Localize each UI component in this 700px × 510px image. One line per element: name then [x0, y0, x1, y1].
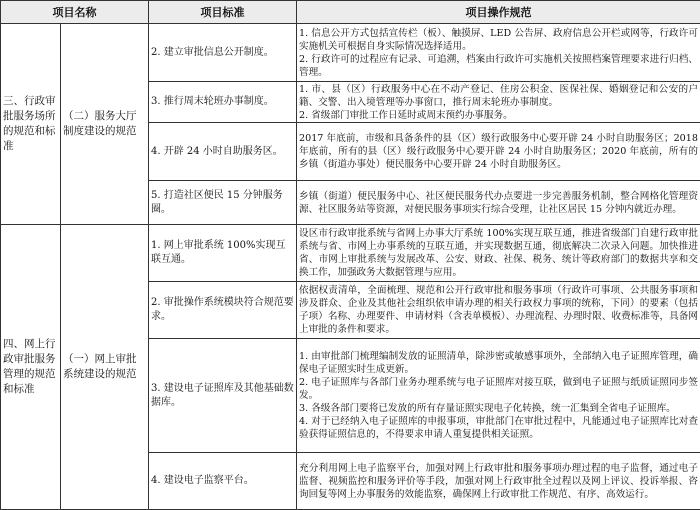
header-operation-spec: 项目操作规范 [297, 1, 700, 24]
spec-cell [297, 282, 700, 339]
subcategory-cell: （一）网上审批系统建设的规范 [61, 225, 149, 510]
standard-cell: 3. 推行周末轮班办事制度。 [149, 82, 297, 123]
spec-line: 充分利用网上电子监察平台，加强对网上行政审批和服务事项办理过程的电子监督，通过电子监督、视频监控和服务评价等手段，加强对网上行政审批全过程以及网上评议、投诉举报、咨询回复等网上办事服务的效能监察，确保网上行政审批工作规范、有序、高效运行。 [299, 462, 698, 500]
spec-line: 设区市行政审批系统与省网上办事大厅系统 100%实现互联互通，推进省级部门自建行政审批系统与省、市网上办事系统的互联互通，并实现数据互通，彻底解决二次录入问题。加快推进省、市网上审批系统与发展改革、公安、财政、社保、税务、统计等政府部门的数据共享和交换工作，加强政务大数据管理与应用。 [299, 228, 698, 278]
table-row [1, 225, 700, 282]
spec-cell [297, 339, 700, 453]
spec-line: 乡镇（街道）便民服务中心、社区便民服务代办点要进一步完善服务机制，整合网格化管理资源、社区服务站等资源，对便民服务事项实行综合受理，让社区居民 15 分钟内就近办理。 [299, 190, 698, 215]
standard-cell: 5. 打造社区便民 15 分钟服务圈。 [149, 181, 297, 225]
subcategory-cell: （二）服务大厅制度建设的规范 [61, 24, 149, 225]
spec-line: 3. 各级各部门要将已发放的所有存量证照实现电子化转换，统一汇集到全省电子证照库。 [299, 403, 676, 414]
standard-cell: 1. 网上审批系统 100%实现互联互通。 [149, 225, 297, 282]
spec-cell [297, 82, 700, 123]
spec-line: 4. 对于已经纳入电子证照库的申报事项，审批部门在审批过程中，凡能通过电子证照库比对查验获得证照信息的，不得要求申请人重复提供相关证照。 [299, 416, 698, 440]
spec-line: 1. 由审批部门梳理编制发放的证照清单，除涉密或敏感事项外，全部纳入电子证照库管理，确保电子证照实时生成更新。 [299, 351, 698, 375]
header-project-standard: 项目标准 [149, 1, 297, 24]
spec-line: 1. 信息公开方式包括宣传栏（板）、触摸屏、LED 公告屏、政府信息公开栏或网等，行政许可实施机关可根据自身实际情况选择适用。 [299, 27, 698, 52]
spec-cell [297, 453, 700, 510]
standard-cell: 2. 建立审批信息公开制度。 [149, 24, 297, 82]
standard-cell: 2. 审批操作系统模块符合规范要求。 [149, 282, 297, 339]
category-cell: 四、网上行政审批服务管理的规范和标准 [1, 225, 61, 510]
spec-cell [297, 225, 700, 282]
spec-line: 2. 行政许可的过程应有记录、可追溯，档案由行政许可实施机关按照档案管理要求进行归档、管理。 [299, 53, 698, 78]
standard-cell: 4. 建设电子监察平台。 [149, 453, 297, 510]
spec-cell [297, 181, 700, 225]
spec-line: 1. 市、县（区）行政服务中心在不动产登记、住房公积金、医保社保、婚姻登记和公安的户籍、交警、出入境管理等办事窗口，推行周末轮班办事制度。 [299, 83, 698, 108]
category-cell: 三、行政审批服务场所的规范和标准 [1, 24, 61, 225]
table-row [1, 24, 700, 82]
header-project-name: 项目名称 [1, 1, 149, 24]
spec-cell [297, 24, 700, 82]
spec-line: 2017 年底前，市级和具备条件的县（区）级行政服务中心要开辟 24 小时自助服务区；2018 年底前，所有的县（区）级行政服务中心要开辟 24 小时自助服务区；2020 年底前，所有的乡镇（街道办事处）便民服务中心要开辟 24 小时自助服务区。 [299, 133, 698, 170]
spec-line: 依据权责清单，全面梳理、规范和公开行政审批和服务事项（行政许可事项、公共服务事项和涉及群众、企业及其他社会组织依申请办理的相关行政权力事项的统称，下同）的要素（包括子项）名称、办理要件、申请材料（含表单模板）、办理流程、办理时限、收费标准等，具备网上审批的条件和要求。 [299, 285, 698, 335]
spec-line: 2. 电子证照库与各部门业务办理系统与电子证照库对接互联，做到电子证照与纸质证照同步签发。 [299, 377, 698, 401]
header-row [1, 1, 700, 24]
standard-cell: 3. 建设电子证照库及其他基础数据库。 [149, 339, 297, 453]
spec-line: 2. 省级部门审批工作日延时或周末预约办事服务。 [299, 109, 513, 121]
standard-cell: 4. 开辟 24 小时自助服务区。 [149, 123, 297, 181]
spec-cell [297, 123, 700, 181]
